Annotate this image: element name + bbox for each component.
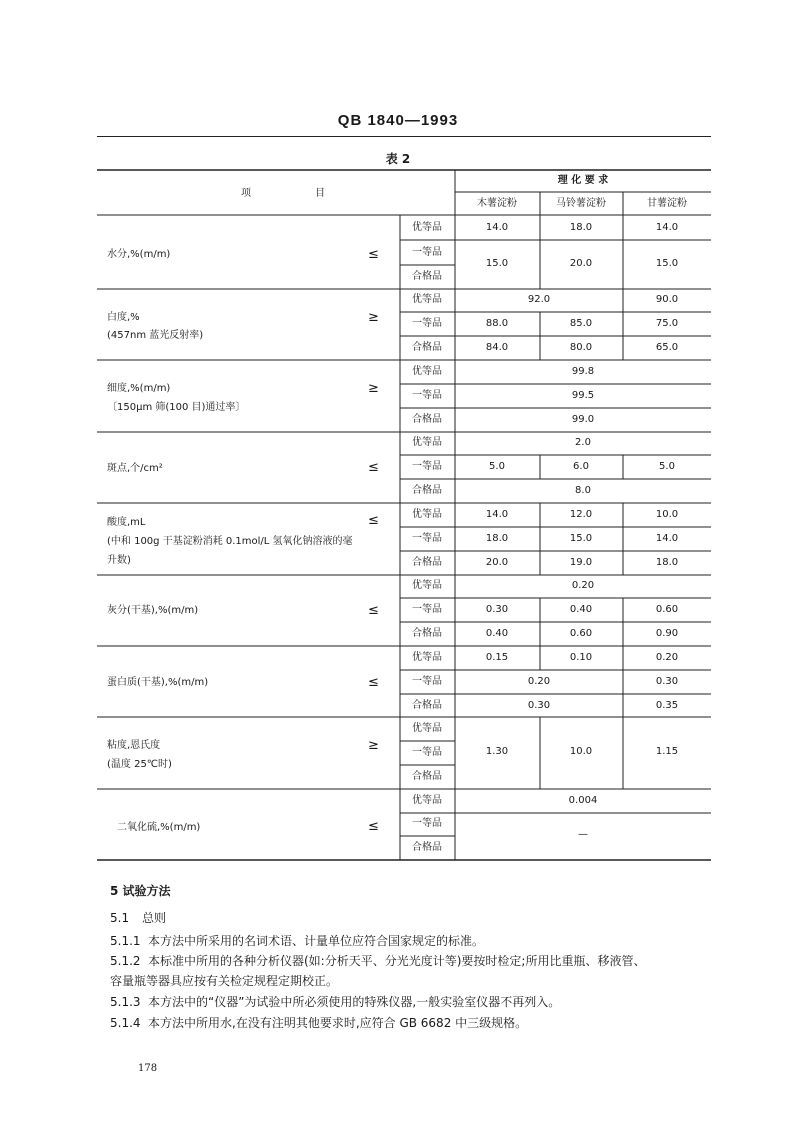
- cell-value: 20.0: [485, 557, 509, 568]
- cell-value: 8.0: [575, 485, 591, 496]
- comparison-symbol: ≤: [368, 460, 379, 475]
- section-item-text: 本方法中的“仪器”为试验中所必须使用的特殊仪器,一般实验室仪器不再列入。: [148, 995, 561, 1009]
- cell-value: 65.0: [655, 342, 679, 353]
- cell-value: 92.0: [527, 294, 551, 305]
- comparison-symbol: ≤: [368, 247, 379, 262]
- grade-label: 合格品: [412, 842, 442, 853]
- cell-value: 0.30: [527, 700, 551, 711]
- cell-value: 99.0: [571, 414, 595, 425]
- grade-label: 优等品: [412, 580, 442, 591]
- row-name: 水分,%(m/m): [107, 249, 171, 260]
- row-name: 灰分(干基),%(m/m): [107, 605, 199, 616]
- header-col-potato: 马铃薯淀粉: [556, 198, 606, 209]
- comparison-symbol: ≥: [368, 738, 379, 753]
- comparison-symbol: ≥: [368, 310, 379, 325]
- section-item: [110, 975, 338, 987]
- grade-label: 一等品: [412, 747, 442, 758]
- cell-value: 99.5: [571, 390, 595, 401]
- cell-value: 0.30: [655, 676, 679, 687]
- cell-value: 85.0: [569, 318, 593, 329]
- grade-label: 一等品: [412, 676, 442, 687]
- cell-value: 99.8: [571, 366, 595, 377]
- cell-value: 15.0: [655, 258, 679, 269]
- row-name: 粘度,恩氏度: [107, 740, 161, 751]
- cell-value: 88.0: [485, 318, 509, 329]
- grade-label: 一等品: [412, 818, 442, 829]
- grade-label: 优等品: [412, 366, 442, 377]
- cell-value: 10.0: [655, 509, 679, 520]
- page-number: 178: [138, 1063, 158, 1074]
- row-name: 白度,%: [107, 312, 140, 323]
- cell-value: 1.15: [655, 746, 679, 757]
- section-item-number: 5.1.3: [110, 995, 141, 1009]
- section-item-number: 5.1: [110, 911, 130, 925]
- cell-value: 0.20: [527, 676, 551, 687]
- row-name: 细度,%(m/m): [107, 383, 171, 394]
- cell-value: 75.0: [655, 318, 679, 329]
- section-item: [110, 1017, 527, 1029]
- header-item-2: 目: [315, 188, 325, 199]
- cell-value: 80.0: [569, 342, 593, 353]
- comparison-symbol: ≥: [368, 381, 379, 396]
- cell-value: 14.0: [485, 509, 509, 520]
- cell-value: 0.30: [485, 604, 509, 615]
- row-sub: 〔150μm 筛(100 目)通过率〕: [107, 402, 246, 413]
- section-item-text: 本标准中所用的各种分析仪器(如:分析天平、分光光度计等)要按时检定;所用比重瓶、移液管、: [148, 954, 646, 968]
- cell-value: 18.0: [655, 557, 679, 568]
- cell-value: 14.0: [485, 222, 509, 233]
- grade-label: 合格品: [412, 414, 442, 425]
- cell-value: 18.0: [485, 533, 509, 544]
- grade-label: 一等品: [412, 461, 442, 472]
- standard-code: QB 1840—1993: [337, 112, 459, 129]
- grade-label: 合格品: [412, 271, 442, 282]
- cell-value: 20.0: [569, 258, 593, 269]
- cell-value: 90.0: [655, 294, 679, 305]
- cell-value: 14.0: [655, 222, 679, 233]
- cell-value: 12.0: [569, 509, 593, 520]
- section-item-number: 5.1.2: [110, 954, 141, 968]
- comparison-symbol: ≤: [368, 603, 379, 618]
- grade-label: 优等品: [412, 509, 442, 520]
- comparison-symbol: ≤: [368, 513, 379, 528]
- cell-value: 0.20: [655, 652, 679, 663]
- section-item: [110, 996, 560, 1008]
- cell-value: 0.35: [655, 700, 679, 711]
- section-item-number: 5.1.4: [110, 1016, 141, 1030]
- grade-label: 合格品: [412, 557, 442, 568]
- grade-label: 一等品: [412, 318, 442, 329]
- section-item-text: 容量瓶等器具应按有关检定规程定期校正。: [110, 974, 339, 988]
- section-item: [110, 935, 484, 947]
- cell-value: 0.20: [571, 580, 595, 591]
- grade-label: 优等品: [412, 723, 442, 734]
- row-sub: (中和 100g 干基淀粉消耗 0.1mol/L 氢氧化钠溶液的毫: [107, 536, 353, 547]
- cell-value: 0.60: [569, 628, 593, 639]
- section-item-text: 总则: [142, 911, 167, 925]
- grade-label: 优等品: [412, 437, 442, 448]
- cell-value: 84.0: [485, 342, 509, 353]
- grade-label: 合格品: [412, 342, 442, 353]
- cell-value: 0.90: [655, 628, 679, 639]
- cell-value: 0.15: [485, 652, 509, 663]
- grade-label: 合格品: [412, 700, 442, 711]
- row-sub: (457nm 蓝光反射率): [107, 330, 204, 341]
- cell-value: 15.0: [569, 533, 593, 544]
- grade-label: 一等品: [412, 604, 442, 615]
- grade-label: 合格品: [412, 771, 442, 782]
- cell-value: 10.0: [569, 746, 593, 757]
- grade-label: 一等品: [412, 390, 442, 401]
- comparison-symbol: ≤: [368, 819, 379, 834]
- cell-value: 2.0: [575, 437, 591, 448]
- row-name: 蛋白质(干基),%(m/m): [107, 677, 209, 688]
- grade-label: 一等品: [412, 533, 442, 544]
- cell-value: 15.0: [485, 258, 509, 269]
- grade-label: 一等品: [412, 247, 442, 258]
- cell-value: 14.0: [655, 533, 679, 544]
- section-item: [110, 955, 645, 967]
- section-item: [110, 912, 166, 924]
- row-name: 二氧化硫,%(m/m): [117, 822, 201, 833]
- header-col-cassava: 木薯淀粉: [477, 198, 517, 209]
- cell-value: 1.30: [485, 746, 509, 757]
- cell-value: 0.004: [568, 795, 598, 806]
- grade-label: 优等品: [412, 795, 442, 806]
- grade-label: 合格品: [412, 628, 442, 639]
- cell-value: 0.40: [485, 628, 509, 639]
- cell-value: 0.10: [569, 652, 593, 663]
- header-col-sweet-potato: 甘薯淀粉: [647, 198, 687, 209]
- cell-value: —: [578, 829, 588, 840]
- comparison-symbol: ≤: [368, 675, 379, 690]
- cell-value: 6.0: [573, 461, 589, 472]
- row-name: 斑点,个/cm²: [107, 463, 163, 474]
- cell-value: 5.0: [489, 461, 505, 472]
- header-requirements: 理 化 要 求: [557, 175, 609, 186]
- grade-label: 合格品: [412, 485, 442, 496]
- section-item-text: 本方法中所采用的名词术语、计量单位应符合国家规定的标准。: [148, 934, 485, 948]
- row-sub: (温度 25℃时): [107, 759, 172, 770]
- section-item-text: 本方法中所用水,在没有注明其他要求时,应符合 GB 6682 中三级规格。: [148, 1016, 528, 1030]
- section-heading: 5 试验方法: [110, 884, 171, 898]
- section-item-number: 5.1.1: [110, 934, 141, 948]
- table-caption: 表 2: [385, 152, 411, 166]
- grade-label: 优等品: [412, 294, 442, 305]
- cell-value: 19.0: [569, 557, 593, 568]
- cell-value: 0.40: [569, 604, 593, 615]
- row-name: 酸度,mL: [107, 517, 146, 528]
- grade-label: 优等品: [412, 222, 442, 233]
- cell-value: 18.0: [569, 222, 593, 233]
- header-item: 项: [241, 188, 251, 199]
- row-sub-2: 升数): [107, 555, 131, 566]
- cell-value: 5.0: [659, 461, 675, 472]
- cell-value: 0.60: [655, 604, 679, 615]
- grade-label: 优等品: [412, 652, 442, 663]
